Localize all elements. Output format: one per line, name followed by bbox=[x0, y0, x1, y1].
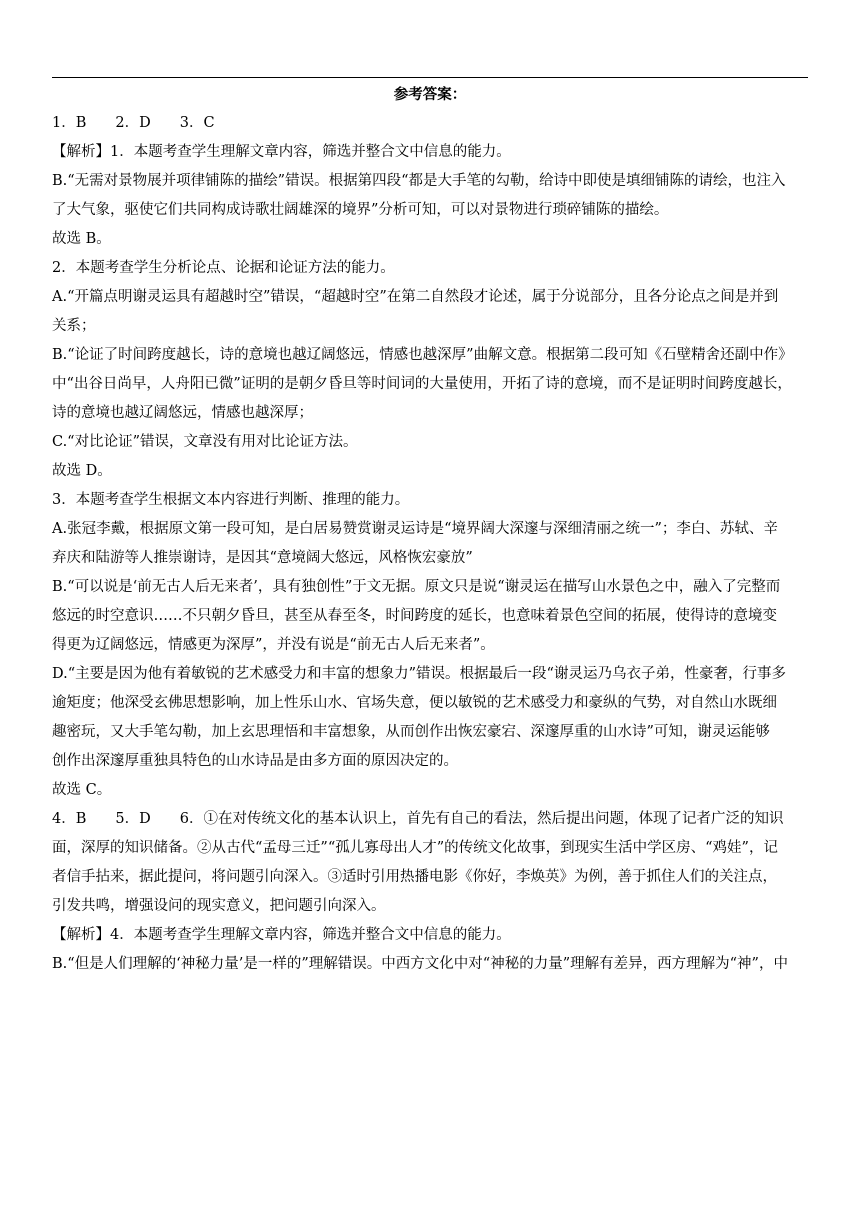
text-line: 趣密玩，又大手笔勾勒，加上玄思理悟和丰富想象，从而创作出恢宏豪宕、深邃厚重的山水诗”可知，谢灵运能够 bbox=[52, 724, 770, 740]
text-line: A.张冠李戴，根据原文第一段可知，是白居易赞赏谢灵运诗是“境界阔大深邃与深细清丽之统一”；李白、苏轼、辛 bbox=[52, 521, 778, 537]
text-line: 者信手拈来，据此提问，将问题引向深入。③适时引用热播电影《你好，李焕英》为例，善于抓住人们的关注点， bbox=[52, 869, 777, 885]
text-line: 4．B 5．D 6．①在对传统文化的基本认识上，首先有自己的看法，然后提出问题，体现了记者广泛的知识 bbox=[52, 811, 784, 827]
text-line: 引发共鸣，增强设问的现实意义，把问题引向深入。 bbox=[52, 898, 386, 914]
text-line: 悠远的时空意识……不只朝夕昏旦，甚至从春至冬，时间跨度的延长，也意味着景色空间的拓展，使得诗的意境变 bbox=[52, 608, 777, 624]
page-title: 参考答案： bbox=[393, 86, 467, 103]
text-line: B.“但是人们理解的‘神秘力量’是一样的”理解错误。中西方文化中对“神秘的力量”理解有差异，西方理解为“神”，中 bbox=[52, 956, 788, 972]
header-rule bbox=[52, 77, 808, 78]
text-line: 弃庆和陆游等人推崇谢诗，是因其“意境阔大悠远，风格恢宏豪放” bbox=[52, 550, 473, 566]
answer-body bbox=[52, 109, 808, 979]
text-line: 得更为辽阔悠远，情感更为深厚”，并没有说是“前无古人后无来者”。 bbox=[52, 637, 495, 653]
text-line: 3．本题考查学生根据文本内容进行判断、推理的能力。 bbox=[52, 492, 410, 508]
text-line: 【解析】4．本题考查学生理解文章内容，筛选并整合文中信息的能力。 bbox=[52, 927, 511, 943]
text-line: B.“可以说是‘前无古人后无来者’，具有独创性”于文无据。原文只是说“谢灵运在描写山水景色之中，融入了完整而 bbox=[52, 579, 781, 595]
text-line: 关系； bbox=[52, 318, 96, 334]
answer-document bbox=[52, 80, 808, 979]
text-line: 1．B 2．D 3．C bbox=[52, 115, 215, 131]
text-line: 故选 C。 bbox=[52, 782, 112, 798]
text-line: A.“开篇点明谢灵运具有超越时空”错误，“超越时空”在第二自然段才论述，属于分说部分，且各分论点之间是并到 bbox=[52, 289, 779, 305]
text-line: 2．本题考查学生分析论点、论据和论证方法的能力。 bbox=[52, 260, 395, 276]
text-line: 了大气象，驱使它们共同构成诗歌壮阔雄深的境界”分析可知，可以对景物进行琐碎铺陈的描绘。 bbox=[52, 202, 669, 218]
text-line: 【解析】1．本题考查学生理解文章内容，筛选并整合文中信息的能力。 bbox=[52, 144, 511, 160]
text-line: B.“论证了时间跨度越长，诗的意境也越辽阔悠远，情感也越深厚”曲解文意。根据第二段可知《石壁精舍还副中作》 bbox=[52, 347, 793, 363]
text-line: 故选 B。 bbox=[52, 231, 111, 247]
text-line: 创作出深邃厚重独具特色的山水诗品是由多方面的原因决定的。 bbox=[52, 753, 458, 769]
text-line: 诗的意境也越辽阔悠远，情感也越深厚； bbox=[52, 405, 313, 421]
text-line: 面，深厚的知识储备。②从古代“孟母三迁”“孤儿寡母出人才”的传统文化故事，到现实生活中学区房、“鸡娃”，记 bbox=[52, 840, 778, 856]
text-line: B.“无需对景物展并项律铺陈的描绘”错误。根据第四段“都是大手笔的勾勒，给诗中即使是填细铺陈的请绘，也注入 bbox=[52, 173, 786, 189]
text-line: 故选 D。 bbox=[52, 463, 112, 479]
text-line: C.“对比论证”错误，文章没有用对比论证方法。 bbox=[52, 434, 358, 450]
text-line: D.“主要是因为他有着敏锐的艺术感受力和丰富的想象力”错误。根据最后一段“谢灵运乃乌衣子弟，性豪奢，行事多 bbox=[52, 666, 786, 682]
text-line: 逾矩度；他深受玄佛思想影响，加上性乐山水、官场失意，便以敏锐的艺术感受力和豪纵的气势，对自然山水既细 bbox=[52, 695, 777, 711]
text-line: 中“出谷日尚早，人舟阳已微”证明的是朝夕昏旦等时间词的大量使用，开拓了诗的意境，而不是证明时间跨度越长， bbox=[52, 376, 792, 392]
